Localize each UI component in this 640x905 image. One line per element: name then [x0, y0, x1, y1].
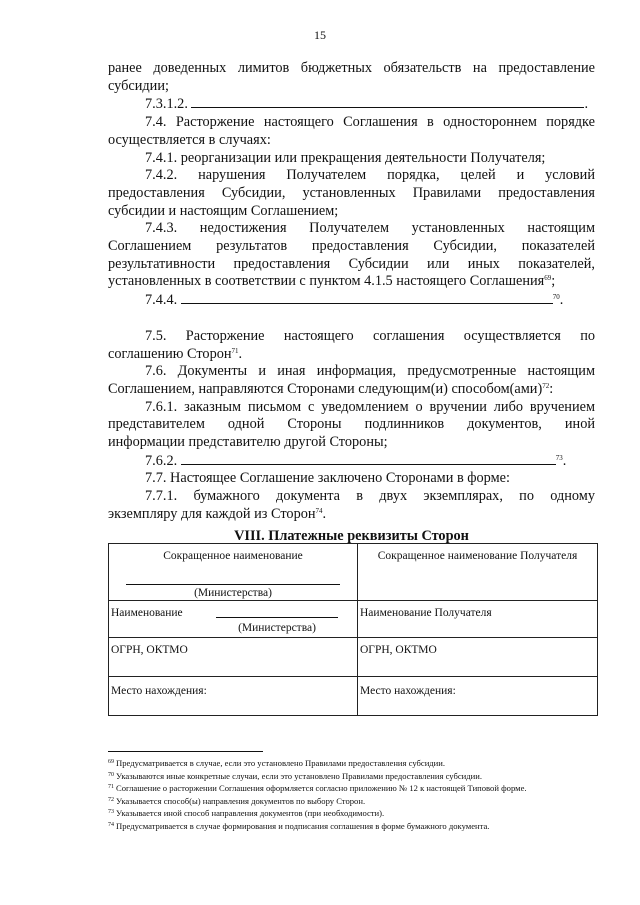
footnote-number: 72	[108, 796, 114, 803]
ministry-name-cell	[109, 601, 358, 638]
footnote-number: 70	[108, 771, 114, 778]
paragraph-7-4-3	[108, 220, 595, 238]
punct: ;	[551, 273, 556, 290]
footnotes	[108, 757, 595, 833]
footnote-text: Указывается способ(ы) направления документов по выбору Сторон.	[116, 795, 366, 806]
cell-sublabel: (Министерства)	[194, 587, 272, 599]
paragraph-7-6-end	[108, 381, 595, 399]
paragraph-7-4-3-l4	[108, 273, 595, 291]
text-line: 7.6. Документы и иная информация, предусмотренные настоящим	[145, 363, 595, 380]
footnote-ref[interactable]: 72	[542, 381, 550, 390]
paragraph-7-6-1-l2	[108, 416, 595, 434]
footnote-text: Указывается иной способ направления документов (при необходимости).	[116, 808, 385, 819]
clause-label: 7.3.1.2.	[145, 96, 188, 113]
footnote-number: 74	[108, 821, 114, 828]
text-line: 7.4.1. реорганизации или прекращения деятельности Получателя;	[145, 149, 546, 166]
blank-line	[191, 95, 584, 108]
paragraph-7-4-3-l3	[108, 256, 595, 274]
footnote-text: Указываются иные конкретные случаи, если это установлено Правилами предоставления субсидии.	[116, 770, 482, 781]
recipient-short-name-cell	[358, 544, 598, 601]
footnote-ref[interactable]: 74	[315, 506, 323, 515]
text-line: субсидии и настоящим Соглашением;	[108, 202, 339, 219]
text-line: 7.6.1. заказным письмом с уведомлением о вручении либо вручением	[145, 398, 595, 415]
cell-label: ОГРН, ОКТМО	[360, 644, 437, 656]
footnote-ref[interactable]: 71	[231, 346, 239, 355]
text-line: 7.5. Расторжение настоящего соглашения осуществляется по	[145, 327, 595, 344]
footnote-separator	[108, 751, 263, 752]
footnote-item	[108, 820, 595, 833]
ministry-ogrn-cell	[109, 638, 358, 677]
text-line: предоставления Субсидии, установленных Правилами предоставления	[108, 184, 595, 201]
punct: .	[584, 96, 589, 113]
paragraph-7-4-4	[108, 291, 595, 310]
paragraph-7-6-2	[108, 452, 595, 471]
text-line: 7.4.2. нарушения Получателем порядка, целей и условий	[145, 167, 595, 184]
table-row	[109, 677, 598, 716]
footnote-number: 73	[108, 809, 114, 816]
text-line: ранее доведенных лимитов бюджетных обязательств на предоставление	[108, 60, 595, 76]
paragraph-7-6-1	[108, 399, 595, 417]
text-line: информации представителю другой Стороны;	[108, 434, 388, 451]
footnote-ref[interactable]: 73	[555, 453, 563, 462]
clause-label: 7.4.4.	[145, 292, 178, 309]
paragraph-7-5	[108, 328, 595, 346]
punct: .	[238, 345, 243, 362]
punct: .	[559, 292, 564, 309]
text-line: результативности предоставления Субсидии или иных показателей,	[108, 255, 595, 272]
paragraph-7-5-end	[108, 346, 595, 364]
payment-details-table	[108, 543, 598, 716]
cell-label: Место нахождения:	[360, 685, 456, 697]
cell-label: Место нахождения:	[111, 685, 207, 697]
paragraph-7-4-1	[108, 150, 595, 168]
footnote-item	[108, 757, 595, 770]
cell-label: Сокращенное наименование	[163, 550, 303, 562]
text-line: 7.4. Расторжение настоящего Соглашения в одностороннем порядке	[145, 114, 595, 131]
paragraph-7-7-1-end	[108, 506, 595, 524]
recipient-name-cell	[358, 601, 598, 638]
paragraph-7-3-1-1-cont	[108, 60, 595, 78]
text-line: субсидии;	[108, 77, 169, 94]
text-line: установленных в соответствии с пунктом 4.1.5 настоящего Соглашения	[108, 273, 545, 290]
paragraph-7-7	[108, 470, 595, 488]
agreement-body	[108, 60, 595, 524]
recipient-address-cell	[358, 677, 598, 716]
cell-label: ОГРН, ОКТМО	[111, 644, 188, 656]
text-line: 7.7. Настоящее Соглашение заключено Сторонами в форме:	[145, 470, 510, 487]
blank-line	[216, 617, 338, 618]
footnote-item	[108, 782, 595, 795]
table-row	[109, 601, 598, 638]
paragraph-7-4-end	[108, 132, 595, 150]
clause-label: 7.6.2.	[145, 452, 178, 469]
paragraph-7-4	[108, 114, 595, 132]
ministry-address-cell	[109, 677, 358, 716]
footnote-ref[interactable]: 70	[552, 293, 560, 302]
text-line: представителем одной Стороны подлинников документов, иной	[108, 416, 595, 433]
ministry-short-name-cell	[109, 544, 358, 601]
footnote-item	[108, 807, 595, 820]
punct: .	[562, 452, 567, 469]
spacer	[108, 310, 595, 328]
text-line: соглашению Сторон	[108, 345, 232, 362]
punct: .	[322, 505, 327, 522]
text-line: Соглашением, направляются Сторонами следующим(и) способом(ами)	[108, 380, 543, 397]
cell-label: Наименование	[111, 607, 183, 619]
footnote-number: 71	[108, 784, 114, 791]
footnote-item	[108, 795, 595, 808]
paragraph-7-6	[108, 363, 595, 381]
table-row	[109, 638, 598, 677]
blank-line	[181, 291, 553, 304]
paragraph-7-4-2-l2	[108, 185, 595, 203]
paragraph-7-6-1-l3	[108, 434, 595, 452]
text-line: 7.7.1. бумажного документа в двух экземплярах, по одному	[145, 488, 595, 505]
text-line: Соглашением результатов предоставления Субсидии, показателей	[108, 238, 595, 255]
punct: :	[549, 380, 554, 397]
footnote-text: Соглашение о расторжении Соглашения оформляется согласно приложению № 12 к настоящей Типовой форме.	[116, 783, 527, 794]
cell-sublabel: (Министерства)	[238, 622, 316, 634]
paragraph-7-4-2	[108, 167, 595, 185]
section-title: VIII. Платежные реквизиты Сторон	[234, 528, 469, 544]
footnote-number: 69	[108, 759, 114, 765]
paragraph-7-4-2-l3	[108, 203, 595, 221]
recipient-ogrn-cell	[358, 638, 598, 677]
paragraph-7-4-3-l2	[108, 238, 595, 256]
text-line: 7.4.3. недостижения Получателем установленных настоящим	[145, 220, 595, 237]
blank-line	[181, 452, 556, 465]
cell-label: Сокращенное наименование Получателя	[377, 550, 578, 562]
table-row	[109, 544, 598, 601]
footnote-ref[interactable]: 69	[544, 274, 552, 283]
blank-line	[126, 584, 340, 585]
paragraph-7-3-1-1-end	[108, 78, 595, 96]
cell-label: Наименование Получателя	[360, 607, 492, 619]
text-line: экземпляру для каждой из Сторон	[108, 505, 316, 522]
footnote-text: Предусматривается в случае формирования и подписания соглашения в форме бумажного документа.	[116, 820, 490, 831]
text-line: осуществляется в случаях:	[108, 131, 271, 148]
page-number: 15	[314, 28, 326, 42]
paragraph-7-3-1-2	[108, 95, 595, 114]
footnote-item	[108, 770, 595, 783]
footnote-text: Предусматривается в случае, если это установлено Правилами предоставления субсидии.	[116, 758, 446, 768]
paragraph-7-7-1	[108, 488, 595, 506]
